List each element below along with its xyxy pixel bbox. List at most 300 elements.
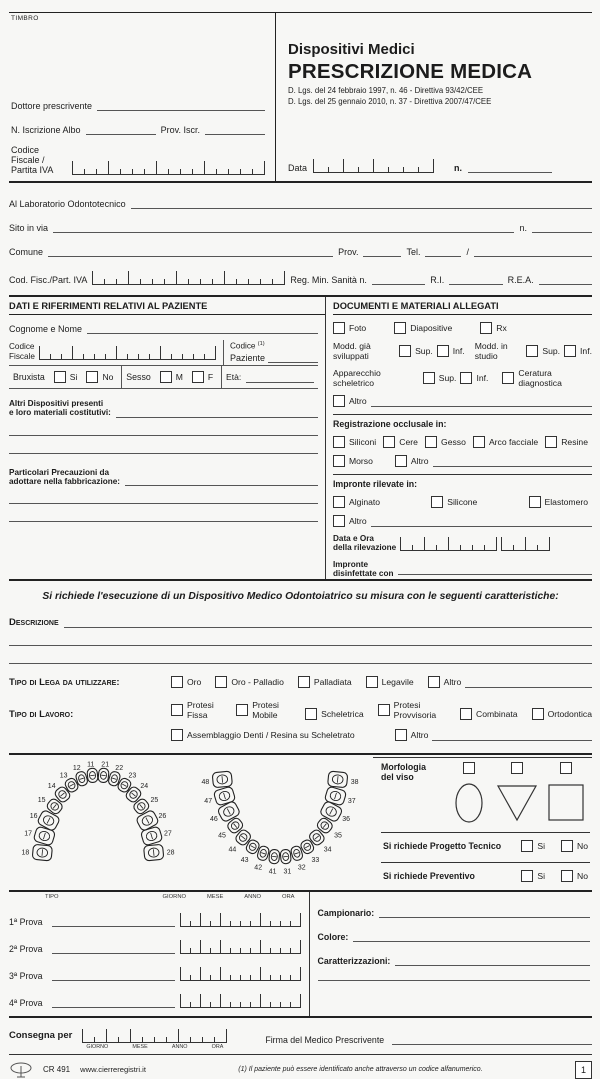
patient-fiscal-code [9,340,223,365]
characterizations-line-2[interactable] [318,966,590,981]
studio-inf-option[interactable]: Inf. [564,345,592,357]
delivery-giorno-label: GIORNO [86,1044,108,1050]
square-face-checkbox[interactable] [560,762,572,774]
svg-text:27: 27 [164,830,172,837]
tipo-column-header: TIPO [9,894,163,900]
laboratory-section [9,183,592,297]
patient-code-footnote-marker: (1) [258,341,265,347]
estimate-yes-option[interactable]: Si [521,870,545,882]
patient-code-box [223,340,318,365]
sample-row [318,906,590,918]
morphology-label-2: del viso [381,772,414,782]
delivery-label: Consegna per [9,1027,72,1041]
combinata-option[interactable]: Combinata [460,708,518,720]
anno-header: ANNO [244,894,261,900]
svg-text:33: 33 [312,857,320,864]
fiscal-code-label: Codice Fiscale / Partita IVA [11,145,67,175]
elastomero-checkbox[interactable] [529,496,541,508]
fiscal-code-comb-field[interactable] [72,159,265,175]
estimate-yes-checkbox[interactable] [521,870,533,882]
attachments-altro-row [333,395,592,407]
impressions-header: Impronte rilevate in: [333,474,592,489]
skeletal-inf-option[interactable]: Inf. [460,372,488,384]
delivery-date-group [82,1027,227,1050]
alloy-altro-option[interactable]: Altro [428,676,592,688]
impressions-row [333,496,592,508]
scheletrica-checkbox[interactable] [305,708,317,720]
models-row [333,341,592,361]
skeletal-sup-checkbox[interactable] [423,372,435,384]
alloy-type-row [9,676,592,688]
svg-text:13: 13 [60,772,68,779]
skeletal-inf-checkbox[interactable] [460,372,472,384]
project-no-option[interactable]: No [561,840,588,852]
rea-label: R.E.A. [508,275,534,285]
city-prov-label: Prov. [338,247,358,257]
svg-text:23: 23 [129,772,137,779]
svg-text:36: 36 [342,816,350,823]
siliconi-checkbox[interactable] [333,436,345,448]
svg-text:31: 31 [284,868,292,875]
developed-inf-checkbox[interactable] [437,345,449,357]
scheletrica-option[interactable]: Scheletrica [305,708,364,720]
laboratory-row [9,197,592,209]
phone-field[interactable] [474,245,592,257]
occlusal-header: Registrazione occlusale in: [333,414,592,429]
foto-option[interactable]: Foto [333,322,366,334]
other-devices-label-1: Altri Dispositivi presenti [9,399,103,408]
developed-sup-checkbox[interactable] [399,345,411,357]
characterizations-field[interactable] [395,954,590,966]
patient-cf-label-1: Codice [9,342,35,351]
estimate-no-option[interactable]: No [561,870,588,882]
svg-text:44: 44 [229,846,237,853]
oro-checkbox[interactable] [171,676,183,688]
siliconi-option[interactable]: Siliconi [333,436,376,448]
silicone-option[interactable]: Silicone [431,496,477,508]
lower-dental-arch-diagram[interactable] [187,755,373,877]
fitting-4-date-comb[interactable] [180,992,301,1008]
sample-field[interactable] [379,906,590,918]
svg-text:41: 41 [269,868,277,875]
sex-f-option[interactable]: F [192,371,213,383]
date-row [288,157,588,173]
oro-palladio-option[interactable]: Oro - Palladio [215,676,284,688]
fitting-rows [9,892,309,1016]
disinfected-label-2: disinfettate con [333,569,394,578]
other-devices-line-3[interactable] [9,436,318,454]
lab-fiscal-comb-field[interactable] [92,269,285,285]
lab-fiscal-row [9,269,592,285]
combinata-checkbox[interactable] [460,708,472,720]
ceratura-checkbox[interactable] [502,372,514,384]
svg-text:34: 34 [324,846,332,853]
fitting-row-1: 1ª Prova [9,911,301,927]
svg-text:24: 24 [140,783,148,790]
occlusal-altro-option[interactable]: Altro [395,455,592,467]
other-devices-row [9,399,318,418]
website-link[interactable]: www.cierreregistri.it [80,1065,146,1074]
svg-text:17: 17 [24,830,32,837]
developed-models-label: Modd. già sviluppati [333,341,395,361]
health-ministry-field[interactable] [372,273,425,285]
phone-label: Tel. [406,247,420,257]
work-altro-option[interactable]: Altro [395,729,592,741]
oro-option[interactable]: Oro [171,676,201,688]
surname-label: Cognome e Nome [9,324,82,334]
alloy-altro-field[interactable] [465,676,592,688]
rea-field[interactable] [539,273,592,285]
precautions-label-2: adottare nella fabbricazione: [9,477,120,486]
description-row [9,616,592,628]
svg-text:37: 37 [348,798,356,805]
developed-sup-option[interactable]: Sup. [399,345,433,357]
laboratory-field[interactable] [131,197,592,209]
sample-label: Campionario: [318,908,375,918]
footnote: (1) Il paziente può essere identificato anche attraverso un codice alfanumerico. [156,1066,565,1073]
svg-text:26: 26 [159,812,167,819]
triangle-face-checkbox[interactable] [511,762,523,774]
protesi-provvisoria-option[interactable]: Protesi Provvisoria [378,700,446,720]
surname-field[interactable] [87,322,318,334]
patient-documents-section [9,297,592,581]
oro-palladio-checkbox[interactable] [215,676,227,688]
impressions-altro-row [333,515,592,527]
bruxism-cell [9,366,121,388]
bruxism-no-option[interactable]: No [86,371,113,383]
upper-dental-arch-diagram[interactable] [9,755,187,877]
patient-code-label-2: Paziente [230,353,265,363]
description-line-3[interactable] [9,646,592,664]
sample-column [309,892,592,1016]
age-field[interactable] [246,371,314,383]
sex-label: Sesso [126,372,150,382]
cierre-registri-logo [9,1062,33,1078]
face-morphology-panel [373,757,592,884]
fitting-1-date-comb[interactable] [180,911,301,927]
studio-sup-option[interactable]: Sup. [526,345,560,357]
estimate-no-checkbox[interactable] [561,870,573,882]
svg-text:11: 11 [87,761,94,768]
form-subtitle: Dispositivi Medici [288,41,588,58]
oval-face-checkbox[interactable] [463,762,475,774]
delivery-ora-label: ORA [212,1044,224,1050]
estimate-label: Si richiede Preventivo [383,871,475,881]
square-face-column [542,762,590,824]
characterizations-row [318,954,590,966]
date-comb-field[interactable] [313,157,434,173]
morso-option[interactable]: Morso [333,455,373,467]
studio-models-label: Modd. in studio [475,341,523,361]
patient-cf-label-2: Fiscale [9,352,35,361]
gesso-checkbox[interactable] [425,436,437,448]
date-label: Data [288,163,307,173]
svg-text:14: 14 [48,783,56,790]
color-row [318,930,590,942]
fitting-2-type-field[interactable] [52,942,175,954]
precautions-line-3[interactable] [9,504,318,522]
estimate-row [381,862,590,884]
alginato-option[interactable]: Alginato [333,496,380,508]
doctor-label: Dottore prescrivente [11,101,92,111]
register-row [11,123,265,135]
occlusal-altro-checkbox[interactable] [395,455,407,467]
color-label: Colore: [318,932,349,942]
attachments-row-1 [333,322,592,334]
attachments-altro-checkbox[interactable] [333,395,345,407]
svg-text:21: 21 [101,761,109,768]
description-label: Descrizione [9,617,59,628]
patient-code-field[interactable] [268,351,318,363]
law-reference-1: D. Lgs. del 24 febbraio 1997, n. 46 - Direttiva 93/42/CEE [288,86,588,95]
number-field[interactable] [468,161,552,173]
alginato-checkbox[interactable] [333,496,345,508]
color-field[interactable] [353,930,590,942]
other-devices-line-2[interactable] [9,418,318,436]
doctor-name-row [11,99,265,111]
footer [9,1055,592,1079]
morso-checkbox[interactable] [333,455,345,467]
city-row [9,245,592,257]
city-field[interactable] [48,245,333,257]
silicone-checkbox[interactable] [431,496,443,508]
doctor-name-field[interactable] [97,99,265,111]
legavile-option[interactable]: Legavile [366,676,414,688]
svg-text:43: 43 [241,857,249,864]
attachments-altro-option[interactable]: Altro [333,395,367,407]
protesi-mobile-option[interactable]: Protesi Mobile [236,700,291,720]
city-prov-field[interactable] [363,245,401,257]
precautions-label-1: Particolari Precauzioni da [9,468,109,477]
street-number-field[interactable] [532,221,592,233]
gesso-option[interactable]: Gesso [425,436,466,448]
diapositive-checkbox[interactable] [394,322,406,334]
street-field[interactable] [53,221,514,233]
sex-f-checkbox[interactable] [192,371,204,383]
title-area [275,13,592,181]
project-no-checkbox[interactable] [561,840,573,852]
ri-field[interactable] [449,273,502,285]
patient-section-header: DATI E RIFERIMENTI RELATIVI AL PAZIENTE [9,297,325,315]
svg-text:25: 25 [151,796,159,803]
svg-text:15: 15 [38,796,46,803]
stamp-label: TIMBRO [11,15,265,22]
occlusal-row-2 [333,455,592,467]
fitting-row-2: 2ª Prova [9,938,301,954]
svg-text:42: 42 [254,864,262,871]
surname-row [9,322,318,334]
legavile-checkbox[interactable] [366,676,378,688]
bruxism-sex-age-row [9,365,318,389]
documents-section-header: DOCUMENTI E MATERIALI ALLEGATI [333,297,592,315]
impressions-altro-option[interactable]: Altro [333,515,592,527]
register-number-label: N. Iscrizione Albo [11,125,81,135]
work-type-row-2 [171,729,592,741]
register-number-field[interactable] [86,123,156,135]
fitting-2-date-comb[interactable] [180,938,301,954]
work-altro-field[interactable] [432,729,592,741]
skeletal-appliance-label: Apparecchio scheletrico [333,368,419,388]
fitting-4-type-field[interactable] [52,996,175,1008]
impressions-altro-checkbox[interactable] [333,515,345,527]
assemblaggio-checkbox[interactable] [171,729,183,741]
bruxism-yes-option[interactable]: Si [54,371,78,383]
studio-sup-checkbox[interactable] [526,345,538,357]
disinfected-label-1: Impronte [333,560,368,569]
sex-cell [121,366,221,388]
resine-option[interactable]: Resine [545,436,588,448]
work-type-label: Tipo di Lavoro: [9,709,157,720]
developed-inf-option[interactable]: Inf. [437,345,465,357]
palladiata-checkbox[interactable] [298,676,310,688]
street-label: Sito in via [9,223,48,233]
fitting-3-type-field[interactable] [52,969,175,981]
lab-fiscal-label: Cod. Fisc./Part. IVA [9,275,87,285]
mese-header: MESE [207,894,223,900]
ri-label: R.I. [430,275,444,285]
detection-time-comb[interactable] [501,535,550,551]
bruxism-no-checkbox[interactable] [86,371,98,383]
svg-text:38: 38 [351,778,359,785]
patient-code-label-1: Codice [230,342,256,351]
protesi-fissa-checkbox[interactable] [171,704,183,716]
patient-codes-row [9,340,318,365]
delivery-signature-row [9,1018,592,1055]
delivery-anno-label: ANNO [172,1044,188,1050]
cere-option[interactable]: Cere [383,436,418,448]
ortodontica-checkbox[interactable] [532,708,544,720]
assemblaggio-option[interactable]: Assemblaggio Denti / Resina su Scheletrato [171,729,355,741]
age-label: Età: [226,372,241,382]
work-altro-checkbox[interactable] [395,729,407,741]
other-devices-field[interactable] [116,406,318,418]
signature-field[interactable] [392,1033,592,1045]
bruxism-label: Bruxista [13,372,45,382]
detection-label-2: della rilevazione [333,543,396,552]
patient-column [9,297,325,579]
patient-cf-comb-field[interactable] [39,344,216,360]
triangle-face-column [493,762,541,824]
cere-checkbox[interactable] [383,436,395,448]
description-section [9,616,592,664]
disinfected-row [333,560,592,579]
detection-label-1: Data e Ora [333,534,374,543]
foto-checkbox[interactable] [333,322,345,334]
rx-option[interactable]: Rx [480,322,507,334]
oval-face-icon [454,782,484,824]
protesi-provvisoria-checkbox[interactable] [378,704,390,716]
arco-facciale-checkbox[interactable] [473,436,485,448]
oval-face-column [445,762,493,824]
form-title: PRESCRIZIONE MEDICA [288,60,588,84]
delivery-date-comb[interactable] [82,1027,227,1043]
precautions-line-2[interactable] [9,486,318,504]
age-cell [221,366,318,388]
disinfected-field[interactable] [398,563,593,575]
project-yes-option[interactable]: Si [521,840,545,852]
number-label: n. [454,163,462,173]
fitting-3-date-comb[interactable] [180,965,301,981]
project-yes-checkbox[interactable] [521,840,533,852]
sex-m-option[interactable]: M [160,371,183,383]
diapositive-option[interactable]: Diapositive [394,322,452,334]
fitting-table [9,890,592,1018]
svg-text:32: 32 [298,864,306,871]
street-number-label: n. [519,223,527,233]
svg-text:12: 12 [73,765,81,772]
signature-group [237,1027,592,1045]
detection-date-comb[interactable] [400,535,497,551]
giorno-header: GIORNO [163,894,187,900]
city-label: Comune [9,247,43,257]
ortodontica-option[interactable]: Ortodontica [532,708,592,720]
fitting-1-type-field[interactable] [52,915,175,927]
fiscal-code-row [11,145,265,175]
description-field[interactable] [64,616,592,628]
work-type-row-1 [9,700,592,720]
other-devices-label-2: e loro materiali costitutivi: [9,408,111,417]
occlusal-altro-field[interactable] [433,455,592,467]
svg-text:46: 46 [210,816,218,823]
palladiata-option[interactable]: Palladiata [298,676,352,688]
protesi-fissa-option[interactable]: Protesi Fissa [171,700,222,720]
dental-chart-section [9,755,592,884]
svg-text:28: 28 [167,849,175,856]
delivery-mese-label: MESE [132,1044,147,1050]
sex-m-checkbox[interactable] [160,371,172,383]
studio-inf-checkbox[interactable] [564,345,576,357]
precautions-row [9,468,318,487]
page-number: 1 [575,1061,592,1079]
description-line-2[interactable] [9,628,592,646]
form-code: CR 491 [43,1065,70,1074]
street-row [9,221,592,233]
skeletal-row [333,368,592,388]
precautions-field[interactable] [125,474,318,486]
impressions-altro-field[interactable] [371,515,592,527]
technical-project-label: Si richiede Progetto Tecnico [383,841,501,851]
fitting-row-4: 4ª Prova [9,992,301,1008]
triangle-face-icon [496,782,538,824]
stamp-and-doctor-area [9,13,275,181]
elastomero-option[interactable]: Elastomero [529,496,588,508]
skeletal-sup-option[interactable]: Sup. [423,372,457,384]
phone-prefix-field[interactable] [425,245,461,257]
resine-checkbox[interactable] [545,436,557,448]
ora-header: ORA [282,894,295,900]
characterizations-label: Caratterizzazioni: [318,956,391,966]
svg-text:18: 18 [22,849,30,856]
arco-facciale-option[interactable]: Arco facciale [473,436,538,448]
ceratura-option[interactable]: Ceratura diagnostica [502,368,592,388]
detection-datetime-row [333,534,592,553]
svg-text:22: 22 [115,765,123,772]
province-label: Prov. Iscr. [161,125,200,135]
svg-text:48: 48 [202,778,210,785]
attachments-altro-field[interactable] [371,395,592,407]
alloy-altro-checkbox[interactable] [428,676,440,688]
rx-checkbox[interactable] [480,322,492,334]
province-field[interactable] [205,123,265,135]
header-section [9,12,592,183]
health-ministry-label: Reg. Min. Sanità n. [290,275,367,285]
square-face-icon [547,782,585,824]
bruxism-yes-checkbox[interactable] [54,371,66,383]
svg-text:16: 16 [30,812,38,819]
fitting-row-3: 3ª Prova [9,965,301,981]
protesi-mobile-checkbox[interactable] [236,704,248,716]
documents-column [325,297,592,579]
